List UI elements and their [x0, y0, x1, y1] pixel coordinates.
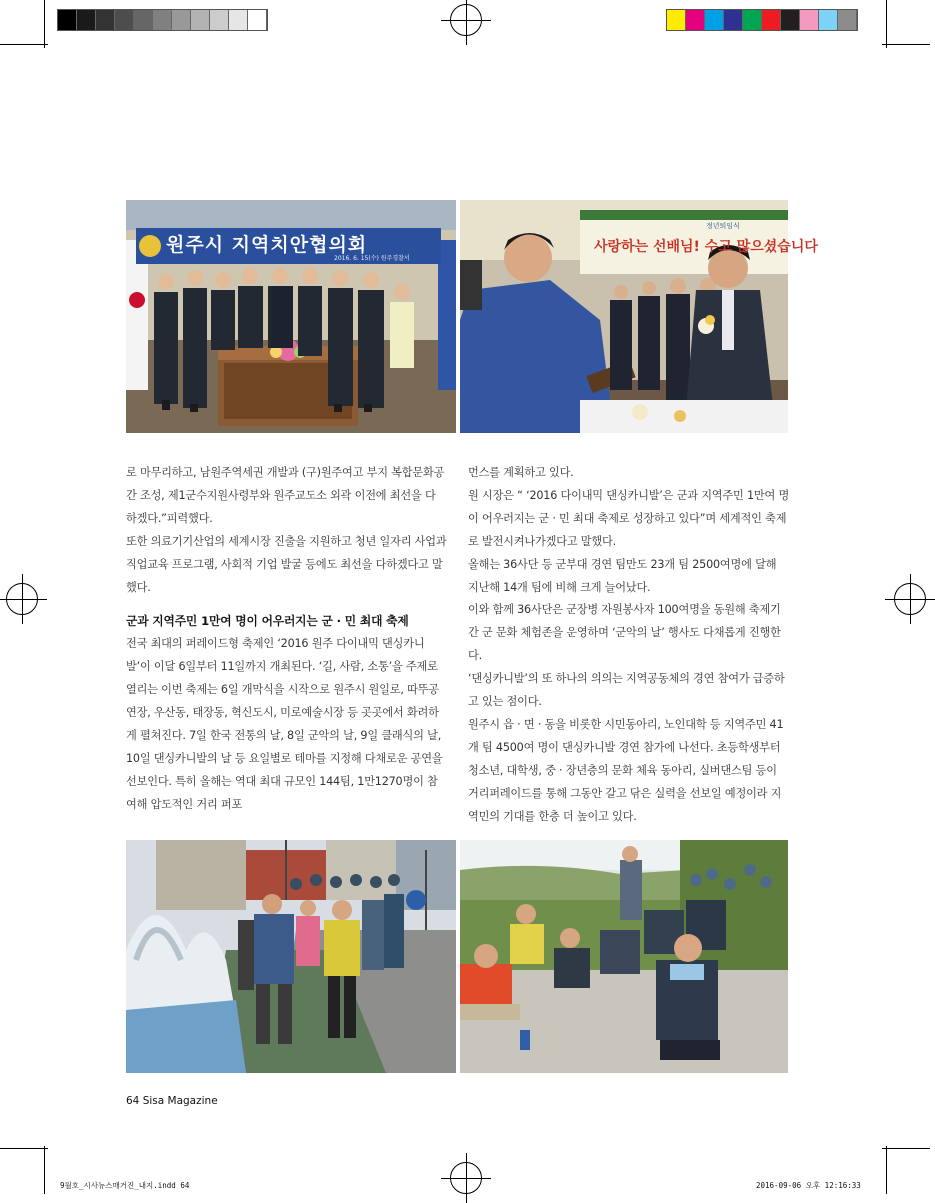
color-swatch: [800, 10, 819, 30]
banner-greeting: 사랑하는 선배님! 수고 많으셨습니다: [594, 239, 818, 255]
color-swatch: [96, 10, 115, 30]
file-slug: 9월호_시사뉴스매거진_내지.indd 64: [60, 1181, 190, 1190]
registration-mark-top: [450, 4, 482, 36]
paragraph: 로 마무리하고, 남원주역세권 개발과 (구)원주여고 부지 복합문화공간 조성, 제1군수지원사령부와 원주교도소 외곽 이전에 최선을 다 하겠다.”피력했다.: [126, 466, 445, 525]
paragraph: ‘댄싱카니발’의 또 하나의 의의는 지역공동체의 경연 참여가 급증하고 있는 점이다.: [468, 672, 785, 709]
paragraph: 원 시장은 “ ‘2016 다이내믹 댄싱카니발’은 군과 지역주민 1만여 명이 어우러지는 군 · 민 최대 축제로 성장하고 있다”며 세계적인 축제로 발전시켜나가겠다고 말했다.: [468, 488, 790, 548]
color-swatch: [762, 10, 781, 30]
left-text-column: [126, 462, 448, 817]
registration-mark-right: [894, 583, 926, 615]
color-swatch: [781, 10, 800, 30]
color-swatch: [77, 10, 96, 30]
paragraph: 먼스를 계획하고 있다.: [468, 466, 574, 479]
banner-subtitle: 정년퇴임식: [706, 222, 740, 230]
color-swatch: [191, 10, 210, 30]
color-swatch: [210, 10, 229, 30]
color-swatch: [229, 10, 248, 30]
right-text-column: [468, 462, 790, 829]
paragraph: 전국 최대의 퍼레이드형 축제인 ‘2016 원주 다이내믹 댄싱카니발’이 이달 6일부터 11일까지 개최된다. ‘길, 사람, 소통’을 주제로 열리는 이번 축제는 6일 개막식을 시작으로 원주시 원일로, 따뚜공연장, 우산동, 태장동, 혁신도시, 미로예술시장 등 곳곳에서 화려하게 펼쳐진다. 7일 한국 전통의 날, 8일 군악의 날, 9일 클래식의 날, 10일 댄싱카니발의 날 등 요일별로 테마를 지정해 다채로운 공연을 선보인다. 특히 올해는 역대 최대 규모인 144팀, 1만1270명이 참여해 압도적인 거리 퍼포: [126, 637, 443, 811]
color-swatch: [58, 10, 77, 30]
color-swatch: [838, 10, 857, 30]
color-swatch: [667, 10, 686, 30]
banner-title: 원주시 지역치안협의회: [166, 234, 368, 256]
color-swatch: [248, 10, 267, 30]
color-swatch: [743, 10, 762, 30]
photo-resting-group: [460, 840, 788, 1073]
color-swatch: [724, 10, 743, 30]
color-swatch: [153, 10, 172, 30]
photo-walking-parade: [126, 840, 456, 1073]
paragraph: 올해는 36사단 등 군부대 경연 팀만도 23개 팀 2500여명에 달해 지난해 14개 팀에 비해 크게 늘어났다.: [468, 557, 777, 594]
color-bar: [666, 9, 858, 31]
color-swatch: [686, 10, 705, 30]
color-swatch: [705, 10, 724, 30]
color-swatch: [819, 10, 838, 30]
banner-date: 2016. 6. 15(수) 원주경찰서: [334, 255, 410, 262]
grayscale-bar: [57, 9, 268, 31]
registration-mark-bottom: [450, 1162, 482, 1194]
paragraph: 또한 의료기기산업의 세계시장 진출을 지원하고 청년 일자리 사업과 직업교육 프로그램, 사회적 기업 발굴 등에도 최선을 다하겠다고 말했다.: [126, 534, 447, 594]
color-swatch: [115, 10, 134, 30]
registration-mark-left: [6, 583, 38, 615]
section-heading: 군과 지역주민 1만여 명이 어우러지는 군 · 민 최대 축제: [126, 614, 409, 629]
photo-retirement-ceremony: [460, 200, 818, 433]
color-swatch: [134, 10, 153, 30]
color-swatch: [172, 10, 191, 30]
timestamp-slug: 2016-09-06 오후 12:16:33: [756, 1181, 861, 1190]
paragraph: 이와 함께 36사단은 군장병 자원봉사자 100여명을 동원해 축제기간 군 문화 체험존을 운영하며 ‘군악의 날’ 행사도 다채롭게 진행한다.: [468, 603, 781, 663]
photo-security-council: [126, 200, 456, 433]
page-folio: 64 Sisa Magazine: [126, 1095, 218, 1107]
paragraph: 원주시 읍 · 면 · 동을 비롯한 시민동아리, 노인대학 등 지역주민 41개 팀 4500여 명이 댄싱카니발 경연 참가에 나선다. 초등학생부터 청소년, 대학생, 중 · 장년층의 문화 체육 동아리, 실버댄스팀 등이 거리퍼레이드를 통해 그동안 갈고 닦은 실력을 선보일 예정이라 지역민의 기대를 한층 더 높이고 있다.: [468, 717, 784, 823]
